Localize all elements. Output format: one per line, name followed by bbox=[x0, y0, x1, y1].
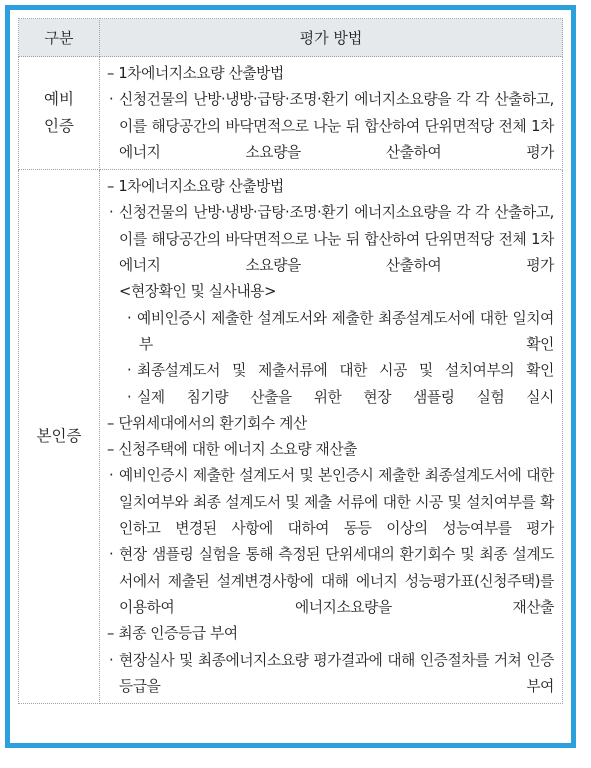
method-heading: – 1차에너지소요량 산출방법 bbox=[107, 65, 284, 82]
method-heading: – 1차에너지소요량 산출방법 bbox=[107, 178, 284, 196]
bullet-mark: · bbox=[127, 388, 132, 406]
method-heading: – 단위세대에서의 환기회수 계산 bbox=[107, 414, 307, 432]
table-frame bbox=[5, 5, 576, 748]
bullet-text: 예비인증시 제출한 설계도서와 제출한 최종설계도서에 대한 일치여부 확인 bbox=[137, 309, 554, 353]
method-bullet bbox=[107, 542, 554, 621]
bullet-text: 신청건물의 난방·냉방·급탕·조명·환기 에너지소요량을 각 각 산출하고, 이를 해당공간의 바닥면적으로 나눈 뒤 합산하여 단위면적당 전체 1차에너지 소요량을 산출하여 평가 bbox=[119, 204, 554, 275]
method-bullet bbox=[107, 87, 554, 166]
method-heading: – 신청주택에 대한 에너지 소요량 재산출 bbox=[107, 441, 357, 459]
method-bullet bbox=[107, 463, 554, 542]
bullet-mark: · bbox=[127, 362, 132, 380]
category-label: 인증 bbox=[44, 117, 74, 136]
method-preliminary bbox=[100, 57, 563, 170]
header-category: 구분 bbox=[19, 19, 100, 57]
method-bullet bbox=[107, 200, 554, 279]
method-heading: – 최종 인증등급 부여 bbox=[107, 625, 238, 643]
bullet-text: 신청건물의 난방·냉방·급탕·조명·환기 에너지소요량을 각 각 산출하고, 이를 해당공간의 바닥면적으로 나눈 뒤 합산하여 단위면적당 전체 1차에너지 소요량을 산출하여 평가 bbox=[119, 91, 554, 161]
bullet-mark: · bbox=[109, 546, 114, 564]
bullet-mark: · bbox=[109, 91, 114, 109]
method-bullet bbox=[107, 385, 554, 411]
bullet-mark: · bbox=[109, 204, 114, 222]
category-label: 예비 bbox=[44, 90, 74, 109]
bullet-text: 최종설계도서 및 제출서류에 대한 시공 및 설치여부의 확인 bbox=[137, 362, 554, 380]
table-row-preliminary bbox=[19, 57, 563, 170]
category-main bbox=[19, 170, 100, 704]
bullet-text: 현장실사 및 최종에너지소요량 평가결과에 대해 인증절차를 거쳐 인증 등급을 부여 bbox=[119, 651, 554, 695]
method-bullet bbox=[107, 648, 554, 701]
evaluation-table bbox=[18, 18, 563, 704]
bullet-text: 현장 샘플링 실험을 통해 측정된 단위세대의 환기회수 및 최종 설계도서에서 제출된 설계변경사항에 대해 에너지 성능평가표(신청주택)를 이용하여 에너지소요량을 재산출 bbox=[119, 546, 554, 616]
bullet-text: 실제 침기량 산출을 위한 현장 샘플링 실험 실시 bbox=[137, 388, 554, 406]
category-label: 본인증 bbox=[36, 427, 82, 446]
category-preliminary bbox=[19, 57, 100, 170]
bullet-mark: · bbox=[109, 651, 114, 669]
method-bullet bbox=[107, 358, 554, 384]
table-row-main bbox=[19, 170, 563, 704]
bullet-mark: · bbox=[127, 309, 132, 327]
method-subheading: <현장확인 및 실사내용> bbox=[119, 283, 277, 301]
method-bullet bbox=[107, 306, 554, 359]
bullet-text: 예비인증시 제출한 설계도서 및 본인증시 제출한 최종설계도서에 대한 일치여부와 최종 설계도서 및 제출 서류에 대한 시공 및 설치여부를 확인하고 변경된 사항에 대하여 동등 이상의 성능여부를 평가 bbox=[119, 467, 554, 538]
header-method: 평가 방법 bbox=[100, 19, 563, 57]
method-main bbox=[100, 170, 563, 704]
table-header-row bbox=[19, 19, 563, 57]
bullet-mark: · bbox=[109, 467, 114, 485]
